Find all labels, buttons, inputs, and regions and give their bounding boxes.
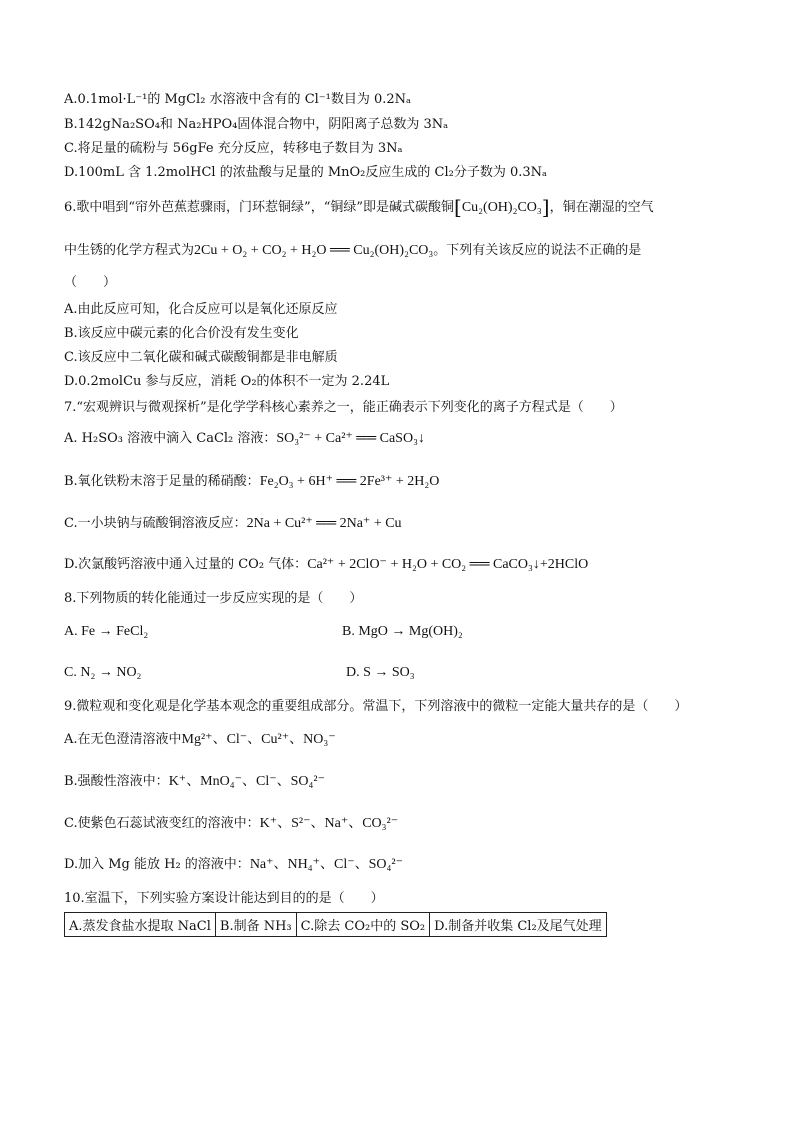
- q10-options-table: [64, 912, 607, 937]
- q10-cell-c: C.除去 CO₂中的 SO₂: [296, 913, 429, 937]
- q9-option-a: [64, 731, 336, 749]
- q6-option-a: A.由此反应可知，化合反应可以是氧化还原反应: [64, 302, 338, 317]
- q6-stem-text-c: 中生锈的化学方程式为: [64, 243, 195, 258]
- q6-stem-line2: [64, 242, 641, 260]
- q6-stem-text-d: 。下列有关该反应的说法不正确的是: [433, 243, 642, 258]
- q8-stem: 8.下列物质的转化能通过一步反应实现的是（ ）: [64, 591, 363, 606]
- q5-option-b: B.142gNa₂SO₄和 Na₂HPO₄固体混合物中，阴阳离子总数为 3Nₐ: [64, 117, 449, 132]
- q7-option-d-label: D.次氯酸钙溶液中通入过量的 CO₂ 气体：: [64, 557, 308, 572]
- q6-equation: 2Cu + O₂ + CO₂ + H₂O ══ Cu₂(OH)₂CO₃: [194, 243, 434, 258]
- q5-option-c: C.将足量的硫粉与 56gFe 充分反应，转移电子数目为 3Nₐ: [64, 141, 403, 156]
- q10-cell-b: B.制备 NH₃: [215, 913, 296, 937]
- q7-option-b-eq: Fe₂O₃ + 6H⁺ ══ 2Fe³⁺ + 2H₂O: [259, 474, 440, 489]
- q10-cell-d: D.制备并收集 Cl₂及尾气处理: [430, 913, 607, 937]
- q9-option-d-label: D.加入 Mg 能放 H₂ 的溶液中：: [64, 857, 250, 872]
- q8-option-b: B. MgO → Mg(OH)₂: [342, 624, 463, 639]
- q6-answer-blank: （ ）: [64, 275, 117, 290]
- q8-option-c: C. N₂ → NO₂: [64, 665, 142, 680]
- q7-stem: 7.“宏观辨识与微观探析”是化学学科核心素养之一，能正确表示下列变化的离子方程式是（ ）: [64, 400, 623, 415]
- q5-option-a: A.0.1mol·L⁻¹的 MgCl₂ 水溶液中含有的 Cl⁻¹数目为 0.2Nₐ: [64, 92, 412, 107]
- q7-option-a-label: A. H₂SO₃ 溶液中滴入 CaCl₂ 溶液：: [64, 431, 277, 446]
- q9-option-b: [64, 773, 325, 791]
- q7-option-c-eq: 2Na + Cu²⁺ ══ 2Na⁺ + Cu: [246, 516, 402, 531]
- q9-option-c-label: C.使紫色石蕊试液变红的溶液中：: [64, 816, 260, 831]
- q10-cell-a: A.蒸发食盐水提取 NaCl: [65, 913, 216, 937]
- q10-stem: 10.室温下，下列实验方案设计能达到目的的是（ ）: [64, 891, 384, 906]
- q7-option-a-eq: SO₃²⁻ + Ca²⁺ ══ CaSO₃↓: [276, 431, 425, 446]
- q9-option-c: [64, 815, 398, 833]
- q9-option-b-ions: K⁺、MnO₄⁻、Cl⁻、SO₄²⁻: [168, 774, 325, 789]
- q9-option-c-ions: K⁺、S²⁻、Na⁺、CO₃²⁻: [259, 816, 399, 831]
- q6-stem-text-a: 6.歌中唱到“帘外芭蕉惹骤雨，门环惹铜绿”，“铜绿”即是碱式碳酸铜: [64, 200, 454, 215]
- q9-option-b-label: B.强酸性溶液中：: [64, 774, 169, 789]
- q6-option-d: D.0.2molCu 参与反应，消耗 O₂的体积不一定为 2.24L: [64, 374, 390, 389]
- q7-option-d: [64, 556, 588, 574]
- q7-option-b-label: B.氧化铁粉末溶于足量的稀硝酸：: [64, 474, 260, 489]
- q6-stem-line1: [64, 195, 654, 219]
- q7-option-d-eq: Ca²⁺ + 2ClO⁻ + H₂O + CO₂ ══ CaCO₃↓+2HClO: [307, 557, 589, 572]
- q9-option-d: [64, 856, 403, 874]
- q7-option-b: [64, 473, 439, 491]
- q7-option-c-label: C.一小块钠与硫酸铜溶液反应：: [64, 516, 247, 531]
- q9-option-d-ions: Na⁺、NH₄⁺、Cl⁻、SO₄²⁻: [249, 857, 403, 872]
- left-bracket: [: [454, 195, 462, 219]
- q9-option-a-label: A.在无色澄清溶液中: [64, 732, 182, 747]
- right-bracket: ]: [541, 195, 550, 219]
- q7-option-a: [64, 430, 425, 448]
- q9-option-a-ions: Mg²⁺、Cl⁻、Cu²⁺、NO₃⁻: [181, 732, 336, 747]
- q6-formula: Cu₂(OH)₂CO₃: [461, 200, 542, 215]
- q6-stem-text-b: ，铜在潮湿的空气: [549, 200, 654, 215]
- table-row: [65, 913, 607, 937]
- q6-option-c: C.该反应中二氧化碳和碱式碳酸铜都是非电解质: [64, 350, 338, 365]
- q7-option-c: [64, 515, 402, 533]
- q9-stem: 9.微粒观和变化观是化学基本观念的重要组成部分。常温下，下列溶液中的微粒一定能大量共存的是（ ）: [64, 699, 688, 714]
- q5-option-d: D.100mL 含 1.2molHCl 的浓盐酸与足量的 MnO₂反应生成的 Cl₂分子数为 0.3Nₐ: [64, 165, 548, 180]
- q8-option-d: D. S → SO₃: [346, 665, 415, 680]
- q8-option-a: A. Fe → FeCl₂: [64, 624, 149, 639]
- q6-option-b: B.该反应中碳元素的化合价没有发生变化: [64, 326, 299, 341]
